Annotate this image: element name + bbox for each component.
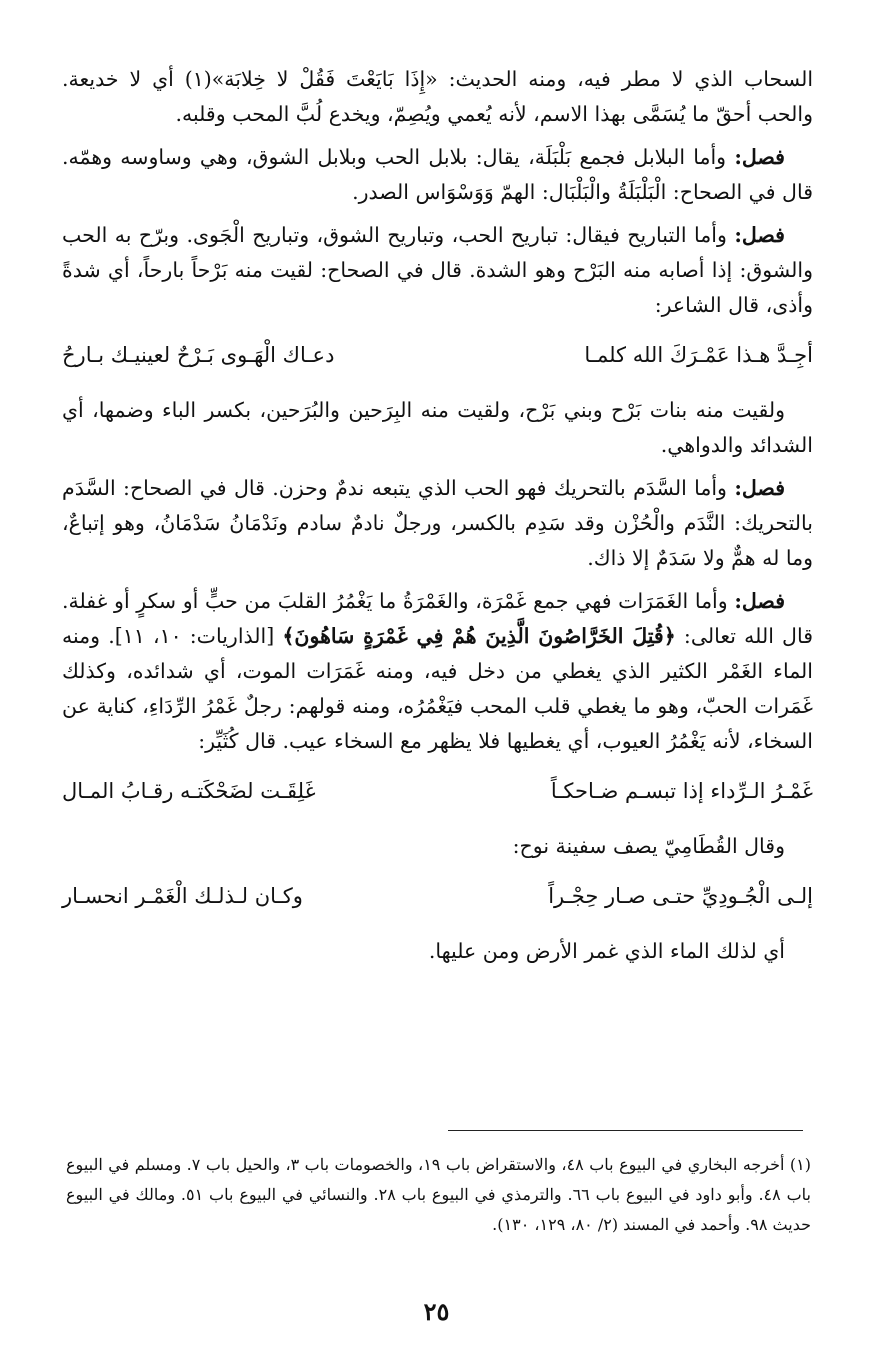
quran-verse: ﴿قُتِلَ الخَرَّاصُونَ الَّذِينَ هُمْ فِي غَمْرَةٍ سَاهُونَ﴾ [282,624,676,648]
section-label: فصل: [734,589,785,613]
paragraph-text: وأما البلابل فجمع بَلْبَلَة، يقال: بلابل الحب وبلابل الشوق، وهي وساوسه وهمّه. قال في الصحاح: الْبَلْبَلَةُ والْبَلْبَال: الهمّ وَوَسْوَاس الصدر. [62,145,813,204]
footnote-divider [448,1130,803,1131]
paragraph-qutami: وقال القُطَامِيّ يصف سفينة نوح: [512,834,785,858]
paragraph-tabarih [62,218,813,323]
paragraph-banat-barh: ولقيت منه بنات بَرْح وبني بَرْح، ولقيت منه البِرَحين والبُرَحين، بكسر الباء وضمها، أي الشدائد والدواهي. [62,398,813,457]
section-label: فصل: [734,223,785,247]
section-label: فصل: [734,476,785,500]
paragraph-text: وأما السَّدَم بالتحريك فهو الحب الذي يتبعه ندمٌ وحزن. قال في الصحاح: السَّدَم بالتحريك: النَّدَم والْحُزْن وقد سَدِم بالكسر، ورجلٌ نادمٌ سادم ونَدْمَانُ سَدْمَانُ، وهو إتباعٌ، وما له همٌّ ولا سَدَمٌ إلا ذاك. [62,476,813,570]
page-number: ٢٥ [423,1297,450,1326]
verse-hemistich-first: غَمْـرُ الـرِّداء إذا تبسـم ضـاحكـاً [550,779,813,803]
verse-1 [62,337,813,373]
verse-hemistich-second: وكـان لـذلـك الْغَمْـر انحسـار [62,884,303,908]
footnote: (١) أخرجه البخاري في البيوع باب ٤٨، والاستقراض باب ١٩، والخصومات باب ٣، والحيل باب ٧. ومسلم في البيوع باب ٤٨. وأبو داود في البيوع باب ٦٦. والترمذي في البيوع باب ٢٨. والنسائي في البيوع باب ٥١. ومالك في البيوع حديث ٩٨. وأحمد في المسند (٢/ ٨٠، ١٢٩، ١٣٠). [66,1155,811,1234]
page-body [62,62,813,977]
paragraph-text: وأما التباريح فيقال: تباريح الحب، وتباريح الشوق، وتباريح الْجَوى. وبرّح به الحب والشوق: إذا أصابه منه البَرْح وهو الشدة. قال في الصحاح: لقيت منه بَرْحاً بارحاً، أي شدةً وأذى، قال الشاعر: [62,223,813,317]
paragraph-balabil [62,140,813,210]
paragraph-sahab: السحاب الذي لا مطر فيه، ومنه الحديث: «إِذَا بَايَعْتَ فَقُلْ لا خِلابَة»(١) أي لا خديعة. والحب أحقّ ما يُسَمَّى بهذا الاسم، لأنه يُعمي ويُصِمّ، ويخدع لُبَّ المحب وقلبه. [62,67,814,126]
verse-hemistich-first: أجِـدَّ هـذا عَمْـرَكَ الله كلمـا [584,343,813,367]
paragraph-text: وأما الغَمَرَات فهي جمع غَمْرَة، والغَمْرَةُ ما يَغْمُرُ القلبَ من حبٍّ أو سكرٍ أو غفلة. قال الله تعالى: [62,589,813,648]
verse-3 [62,878,813,914]
paragraph-text: [الذاريات: ١٠، ١١]. ومنه الماء الغَمْر الكثير الذي يغطي من دخل فيه، ومنه غَمَرَات الموت، أي شدائده، وكذلك غَمَرات الحبّ، وهو ما يغطي قلب المحب فيَغْمُرُه، ومنه قولهم: رجلٌ غَمْرُ الرِّدَاءِ، كناية عن السخاء، لأنه يَغْمُرُ العيوب، أي يغطيها فلا يظهر مع السخاء عيب. قال كُثَيِّر: [62,624,813,753]
paragraph-ghamarat [62,584,813,759]
section-label: فصل: [734,145,785,169]
verse-hemistich-second: غَلِقَـت لضَحْكَتـه رقـابُ المـال [62,779,316,803]
verse-2 [62,773,813,809]
verse-hemistich-second: دعـاك الْهَـوى بَـرْحٌ لعينيـك بـارحُ [62,343,335,367]
paragraph-closing: أي لذلك الماء الذي غمر الأرض ومن عليها. [428,939,785,963]
verse-hemistich-first: إلـى الْجُـودِيِّ حتـى صـار حِجْـراً [548,884,813,908]
paragraph-sadam [62,471,813,576]
